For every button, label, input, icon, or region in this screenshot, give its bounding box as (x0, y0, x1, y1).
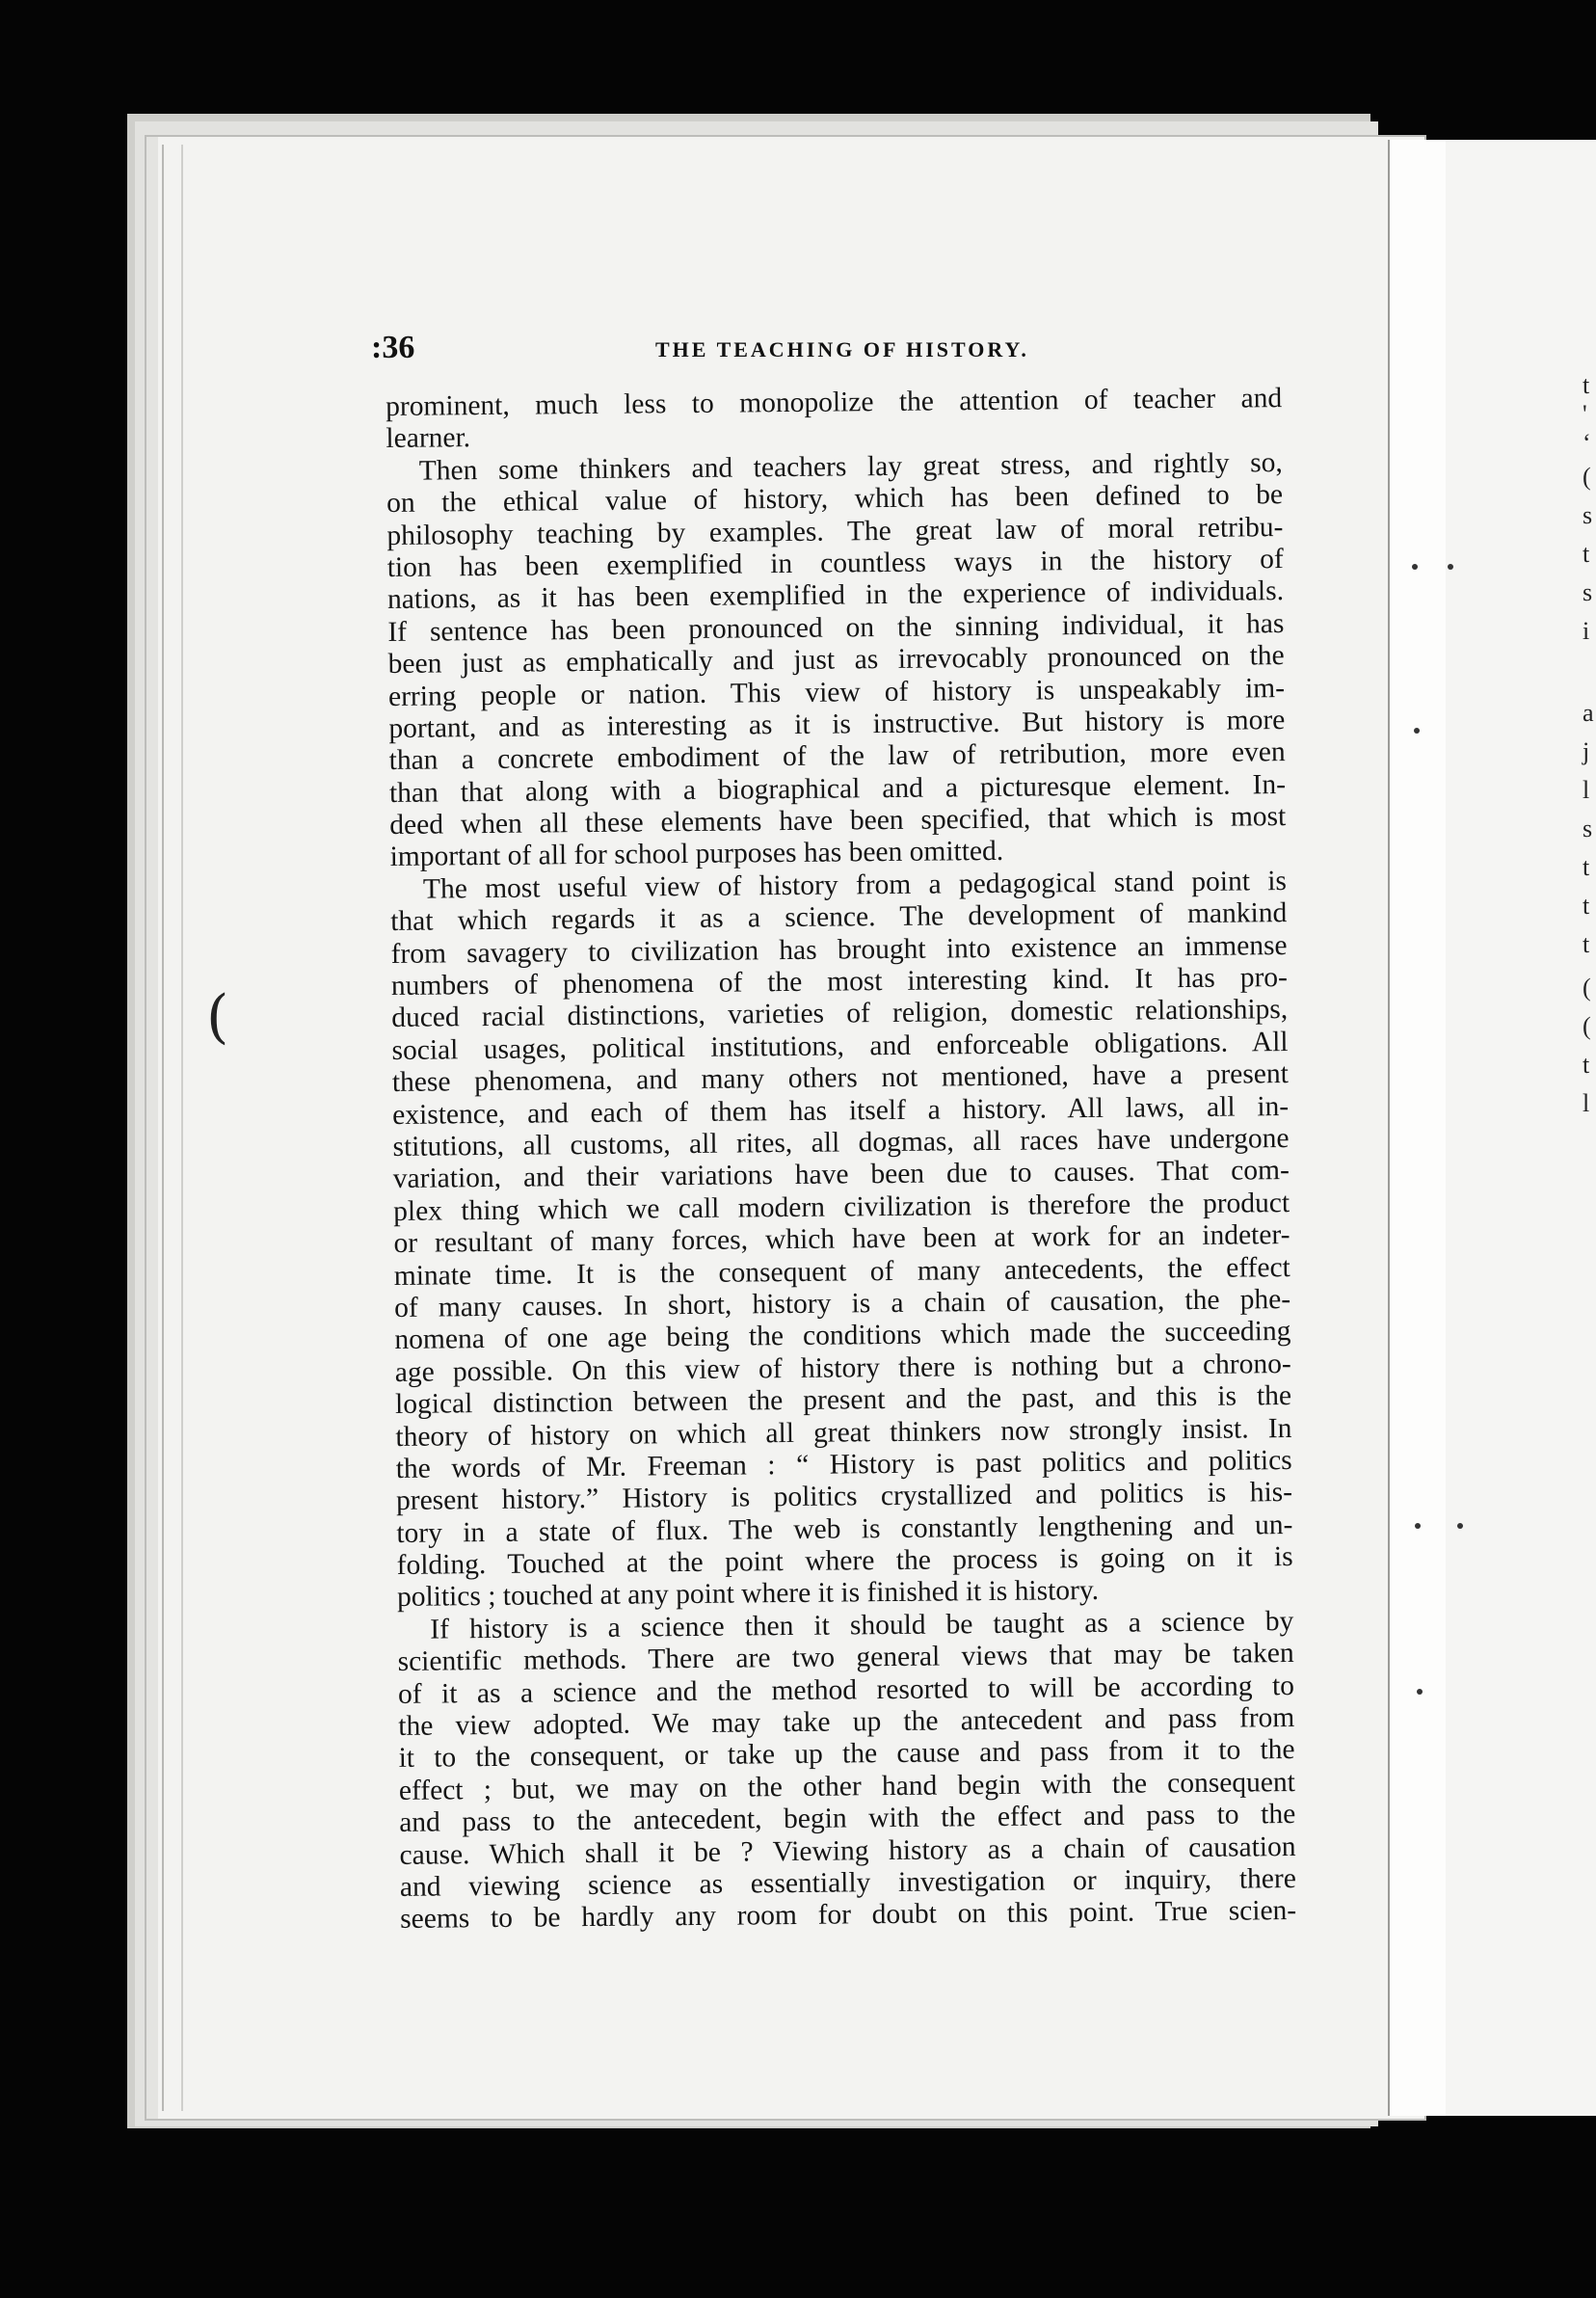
page-edge-line (181, 145, 183, 2111)
text-line: prominent, much less to monopolize the attention of teacher and (386, 383, 1283, 422)
text-line: philosophy teaching by examples. The great law of moral retribu- (386, 511, 1284, 551)
running-title: THE TEACHING OF HISTORY. (655, 337, 1029, 361)
text-line: on the ethical value of history, which has been defined to be (386, 479, 1284, 520)
text-line: important of all for school purposes has been omitted. (389, 836, 1004, 873)
text-line: If history is a science then it should be taught as a science by (430, 1605, 1294, 1645)
text-line: effect ; but, we may on the other hand begin with the consequent (398, 1766, 1296, 1806)
text-line: duced racial distinctions, varieties of religion, domestic relationships, (391, 994, 1289, 1034)
text-line: seems to be hardly any room for doubt on this point. True scien- (400, 1895, 1297, 1936)
text-line: logical distinction between the present and the past, and this is the (394, 1380, 1292, 1421)
page-edge-line (162, 145, 164, 2111)
text-line: deed when all these elements have been specified, that which is most (389, 801, 1287, 842)
text-line: numbers of phenomena of the most interesting kind. It has pro- (390, 962, 1289, 1002)
text-line: of it as a science and the method resorted to will be according to (397, 1670, 1295, 1710)
facing-page-glyph: l (1583, 1089, 1590, 1117)
facing-page-glyph: t (1583, 853, 1590, 881)
text-line: The most useful view of history from a pedagogical stand point is (422, 865, 1288, 905)
text-line: learner. (386, 422, 471, 455)
text-line: nations, as it has been exemplified in the experience of individuals. (386, 575, 1285, 616)
text-line: variation, and their variations have been due to causes. That com- (392, 1155, 1290, 1195)
text-line: than a concrete embodiment of the law of retribution, more even (388, 736, 1286, 777)
text-line: Then some thinkers and teachers lay great stress, and rightly so, (418, 446, 1283, 487)
facing-page-glyph: ‘ (1583, 429, 1591, 457)
text-line: age possible. On this view of history there is nothing but a chrono- (394, 1348, 1291, 1388)
scan-speck (1457, 1523, 1463, 1529)
text-line: and pass to the antecedent, begin with the effect and pass to the (399, 1799, 1296, 1839)
scan-speck (1414, 728, 1420, 734)
facing-page-glyph: t (1583, 930, 1590, 958)
text-line: existence, and each of them has itself a history. All laws, all in- (392, 1090, 1290, 1131)
text-line: these phenomena, and many others not mentioned, have a present (391, 1058, 1289, 1099)
text-line: from savagery to civilization has brought into existence an immense (390, 929, 1288, 970)
text-line: been just as emphatically and just as irrevocably pronounced on the (387, 640, 1285, 681)
running-head (371, 330, 1287, 368)
text-line: that which regards it as a science. The development of mankind (390, 897, 1288, 938)
text-line: theory of history on which all great thinkers now strongly insist. In (395, 1412, 1292, 1453)
text-line: it to the consequent, or take up the cause and pass from it to the (398, 1734, 1295, 1775)
facing-page-glyph: i (1583, 617, 1590, 645)
text-line: the view adopted. We may take up the antecedent and pass from (398, 1702, 1295, 1742)
facing-page-glyph: ( (1583, 463, 1591, 491)
text-line: tion has been exemplified in countless ways in the history of (386, 544, 1284, 583)
facing-page-glyph: t (1583, 371, 1590, 399)
facing-page-glyph: s (1583, 815, 1593, 842)
facing-page-glyph: l (1583, 776, 1590, 804)
text-line: tory in a state of flux. The web is constantly lengthening and un- (396, 1509, 1293, 1549)
facing-page-glyph: ( (1583, 1012, 1591, 1040)
text-line: folding. Touched at the point where the process is going on it is (396, 1541, 1293, 1582)
text-line: the words of Mr. Freeman : “ History is past politics and politics (395, 1444, 1292, 1484)
facing-page-strip (1446, 140, 1596, 2116)
text-line: than that along with a biographical and a picturesque element. In- (388, 768, 1287, 809)
text-line: scientific methods. There are two general views that may be taken (397, 1638, 1294, 1678)
text-line: politics ; touched at any point where it is finished it is history. (396, 1575, 1100, 1614)
text-line: social usages, political institutions, and enforceable obligations. All (391, 1026, 1289, 1066)
facing-page-glyph: t (1583, 540, 1590, 568)
text-line: minate time. It is the consequent of many antecedents, the effect (393, 1251, 1290, 1292)
facing-page-glyph: a (1583, 699, 1594, 727)
facing-page-glyph: t (1583, 892, 1590, 920)
text-line: or resultant of many forces, which have been at work for an indeter- (393, 1219, 1290, 1260)
facing-page-glyph: ' (1583, 400, 1587, 428)
facing-page-glyph: s (1583, 578, 1593, 606)
pencil-mark-icon: ( (206, 983, 229, 1051)
scan-speck (1417, 1689, 1423, 1695)
text-line: cause. Which shall it be ? Viewing history as a chain of causation (399, 1830, 1296, 1871)
scan-speck (1448, 564, 1453, 570)
text-line: If sentence has been pronounced on the sinning individual, it has (387, 607, 1285, 648)
text-line: of many causes. In short, history is a chain of causation, the phe- (393, 1283, 1291, 1323)
text-line: erring people or nation. This view of history is unspeakably im- (387, 672, 1286, 712)
facing-page-glyph: s (1583, 501, 1593, 529)
text-line: present history.” History is politics crystallized and politics is his- (395, 1477, 1293, 1517)
page-gutter (1388, 140, 1448, 2116)
text-line: plex thing which we call modern civilization is therefore the product (393, 1187, 1290, 1227)
page-number: :36 (371, 330, 415, 365)
body-text (386, 383, 1296, 1937)
text-line: nomena of one age being the conditions which made the succeeding (394, 1316, 1291, 1356)
facing-page-glyph: ( (1583, 974, 1591, 1002)
scan-speck (1415, 1523, 1421, 1529)
facing-page-glyph: j (1583, 737, 1590, 765)
text-line: and viewing science as essentially investigation or inquiry, there (399, 1862, 1297, 1903)
scan-speck (1412, 564, 1418, 570)
facing-page-glyph: t (1583, 1051, 1590, 1079)
text-line: stitutions, all customs, all rites, all dogmas, all races have undergone (392, 1123, 1290, 1162)
text-line: portant, and as interesting as it is instructive. But history is more (388, 704, 1286, 744)
